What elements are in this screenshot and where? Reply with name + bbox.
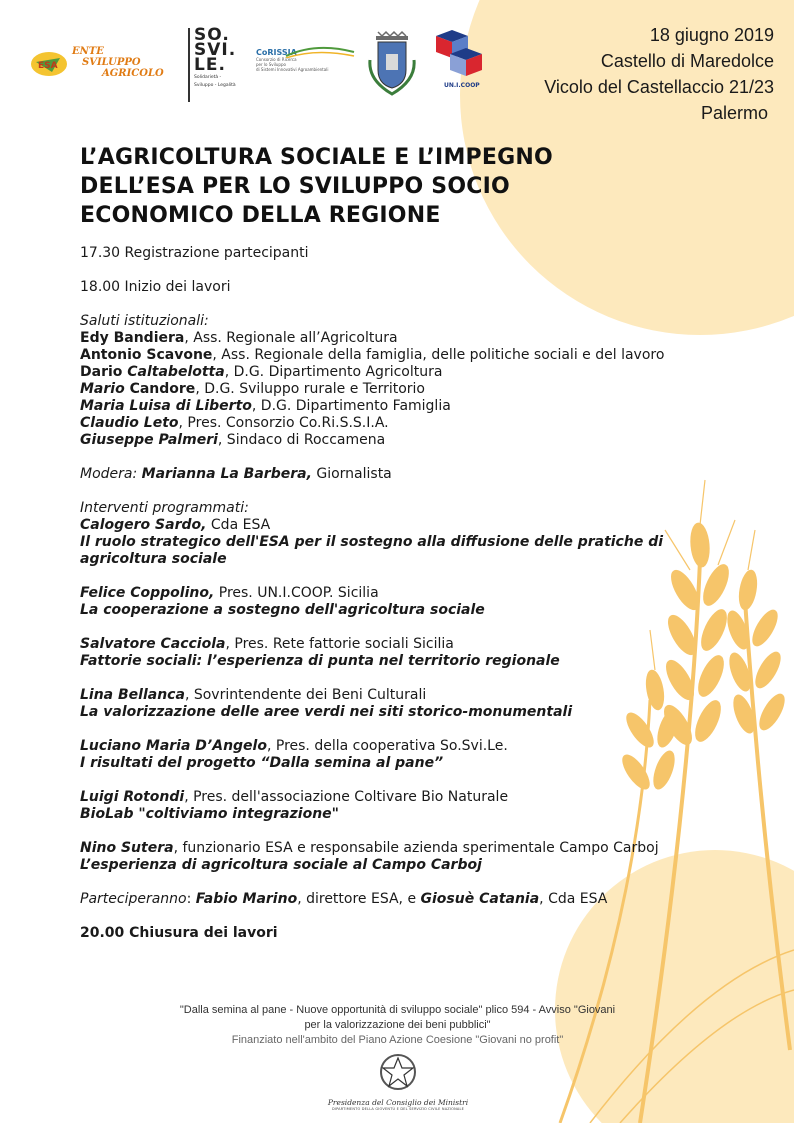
participant-role: , direttore ESA, e	[297, 891, 421, 907]
greeting-name-italic: Caltabelotta	[127, 364, 225, 380]
participants-label: Parteciperanno	[80, 891, 187, 907]
event-address: Vicolo del Castellaccio 21/23	[544, 77, 774, 97]
pcm-logo	[318, 1052, 478, 1114]
speaker-role: , Pres. dell'associazione Coltivare Bio Naturale	[184, 789, 509, 805]
participants-sep: :	[186, 891, 196, 907]
participant-name: Giosuè Catania	[420, 891, 540, 907]
talk-speaker	[80, 636, 700, 653]
header-logos	[30, 25, 500, 104]
pcm-caption: Presidenza del Consiglio dei Ministri	[327, 1098, 469, 1107]
sicily-map-icon	[30, 50, 68, 78]
talk-speaker	[80, 687, 700, 704]
talk-speaker	[80, 840, 700, 857]
greeting-role: , Ass. Regionale all’Agricoltura	[184, 330, 398, 346]
talk-speaker	[80, 517, 700, 534]
footer	[120, 1003, 675, 1048]
speaker-name: Luigi Rotondi	[80, 789, 185, 805]
greeting-name: Antonio Scavone	[80, 347, 213, 363]
event-city: Palermo	[700, 103, 768, 123]
greeting-name-italic: Claudio Leto	[80, 415, 179, 431]
talk-title: Il ruolo strategico dell'ESA per il sostegno alla diffusione delle pratiche di agricoltura sociale	[80, 534, 664, 567]
greeting-name-italic: Mario	[80, 381, 125, 397]
esa-line-2: SVILUPPO	[82, 57, 141, 68]
sosvile-logo	[188, 25, 254, 102]
talk-title: La cooperazione a sostegno dell'agricoltura sociale	[80, 602, 485, 618]
esa-line-3: AGRICOLO	[102, 68, 164, 79]
unicoop-label: UN.I.COOP	[444, 82, 480, 89]
speaker-name: Calogero Sardo,	[80, 517, 207, 533]
speaker-role: , Pres. della cooperativa So.Svi.Le.	[266, 738, 508, 754]
footer-funding: Finanziato nell'ambito del Piano Azione Coesione "Giovani no profit"	[231, 1034, 564, 1046]
sosvile-tagline-2: Sviluppo - Legalità	[194, 83, 236, 88]
greeting-name-italic: Maria Luisa di Liberto	[80, 398, 252, 414]
greeting-item	[80, 347, 700, 364]
esa-line-1: ENTE	[72, 46, 104, 57]
speaker-name: Salvatore Cacciola	[80, 636, 226, 652]
speaker-name: Nino Sutera	[80, 840, 174, 856]
speaker-name: Luciano Maria D’Angelo	[80, 738, 267, 754]
corissia-sub-2: per lo Sviluppo	[256, 62, 286, 67]
moderator-label: Modera:	[80, 466, 142, 482]
talk-title: Fattorie sociali: l’esperienza di punta nel territorio regionale	[80, 653, 560, 669]
speaker-role: Cda ESA	[206, 517, 271, 533]
greeting-item	[80, 381, 700, 398]
corissia-sub-1: Consorzio di Ricerca	[256, 57, 297, 62]
talk-speaker	[80, 738, 700, 755]
greeting-role: , D.G. Dipartimento Agricoltura	[224, 364, 443, 380]
talk-title: L’esperienza di agricoltura sociale al Campo Carboj	[80, 857, 482, 873]
footer-line-1: "Dalla semina al pane - Nuove opportunità di sviluppo sociale" plico 594 - Avviso "Giovani	[179, 1004, 616, 1016]
participant-name: Fabio Marino	[195, 891, 298, 907]
greeting-role: , Pres. Consorzio Co.Ri.S.S.I.A.	[178, 415, 389, 431]
programme	[80, 245, 700, 942]
talks-heading: Interventi programmati:	[80, 500, 249, 516]
event-venue	[474, 22, 774, 126]
greeting-name: Candore	[124, 381, 196, 397]
speaker-role: , funzionario ESA e responsabile azienda sperimentale Campo Carboj	[173, 840, 659, 856]
moderator-role: Giornalista	[311, 466, 392, 482]
greeting-name-italic: Giuseppe Palmeri	[80, 432, 218, 448]
greeting-item	[80, 398, 700, 415]
start-time: 18.00 Inizio dei lavori	[80, 279, 231, 295]
talk-speaker	[80, 789, 700, 806]
talk-title: I risultati del progetto “Dalla semina al pane”	[80, 755, 444, 771]
esa-mark: ESA	[38, 61, 58, 71]
esa-logo-text	[72, 46, 164, 79]
sosvile-line-2: SVI.	[194, 40, 237, 60]
corissia-name: CoRISSIA	[256, 48, 297, 57]
corissia-sub-3: di Sistemi Innovativi Agroambientali	[256, 67, 329, 72]
sosvile-tagline-1: Solidarietà -	[194, 75, 222, 80]
greeting-name: Dario	[80, 364, 128, 380]
corissia-logo	[256, 48, 356, 88]
closing-time: 20.00 Chiusura dei lavori	[80, 925, 278, 941]
event-date: 18 giugno 2019	[649, 25, 774, 45]
footer-line-2: per la valorizzazione dei beni pubblici"	[304, 1019, 491, 1031]
speaker-role: , Sovrintendente dei Beni Culturali	[184, 687, 427, 703]
speaker-name: Felice Coppolino,	[80, 585, 215, 601]
sosvile-line-3: LE.	[194, 55, 226, 75]
esa-logo	[30, 44, 180, 84]
moderator-name: Marianna La Barbera,	[141, 466, 312, 482]
page-title: L’AGRICOLTURA SOCIALE E L’IMPEGNO DELL’ESA PER LO SVILUPPO SOCIO ECONOMICO DELLA REGIONE	[80, 145, 553, 228]
greeting-role: , Ass. Regionale della famiglia, delle politiche sociali e del lavoro	[212, 347, 665, 363]
italian-emblem-icon	[378, 1052, 418, 1092]
sosvile-line-1: SO.	[194, 25, 230, 45]
pcm-department: DIPARTIMENTO DELLA GIOVENTÙ E DEL SERVIZIO CIVILE NAZIONALE	[331, 1107, 465, 1111]
greeting-role: , D.G. Dipartimento Famiglia	[251, 398, 451, 414]
municipal-crest-icon	[364, 30, 420, 98]
talk-title: La valorizzazione delle aree verdi nei siti storico-monumentali	[80, 704, 573, 720]
greeting-item	[80, 330, 700, 347]
talk-title: BioLab "coltiviamo integrazione"	[80, 806, 339, 822]
participant-role: , Cda ESA	[539, 891, 608, 907]
greetings-heading: Saluti istituzionali:	[80, 313, 209, 329]
greeting-name: Edy Bandiera	[80, 330, 185, 346]
greeting-role: , Sindaco di Roccamena	[217, 432, 386, 448]
participants	[80, 891, 700, 908]
speaker-role: , Pres. Rete fattorie sociali Sicilia	[225, 636, 454, 652]
greeting-item	[80, 415, 700, 432]
greeting-role: , D.G. Sviluppo rurale e Territorio	[195, 381, 425, 397]
speaker-role: Pres. UN.I.COOP. Sicilia	[214, 585, 379, 601]
corissia-swoosh-icon	[256, 44, 356, 58]
event-place: Castello di Maredolce	[600, 51, 774, 71]
greeting-item	[80, 432, 700, 449]
talk-speaker	[80, 585, 700, 602]
moderator	[80, 466, 700, 483]
registration: 17.30 Registrazione partecipanti	[80, 245, 309, 261]
greeting-item	[80, 364, 700, 381]
speaker-name: Lina Bellanca	[80, 687, 185, 703]
